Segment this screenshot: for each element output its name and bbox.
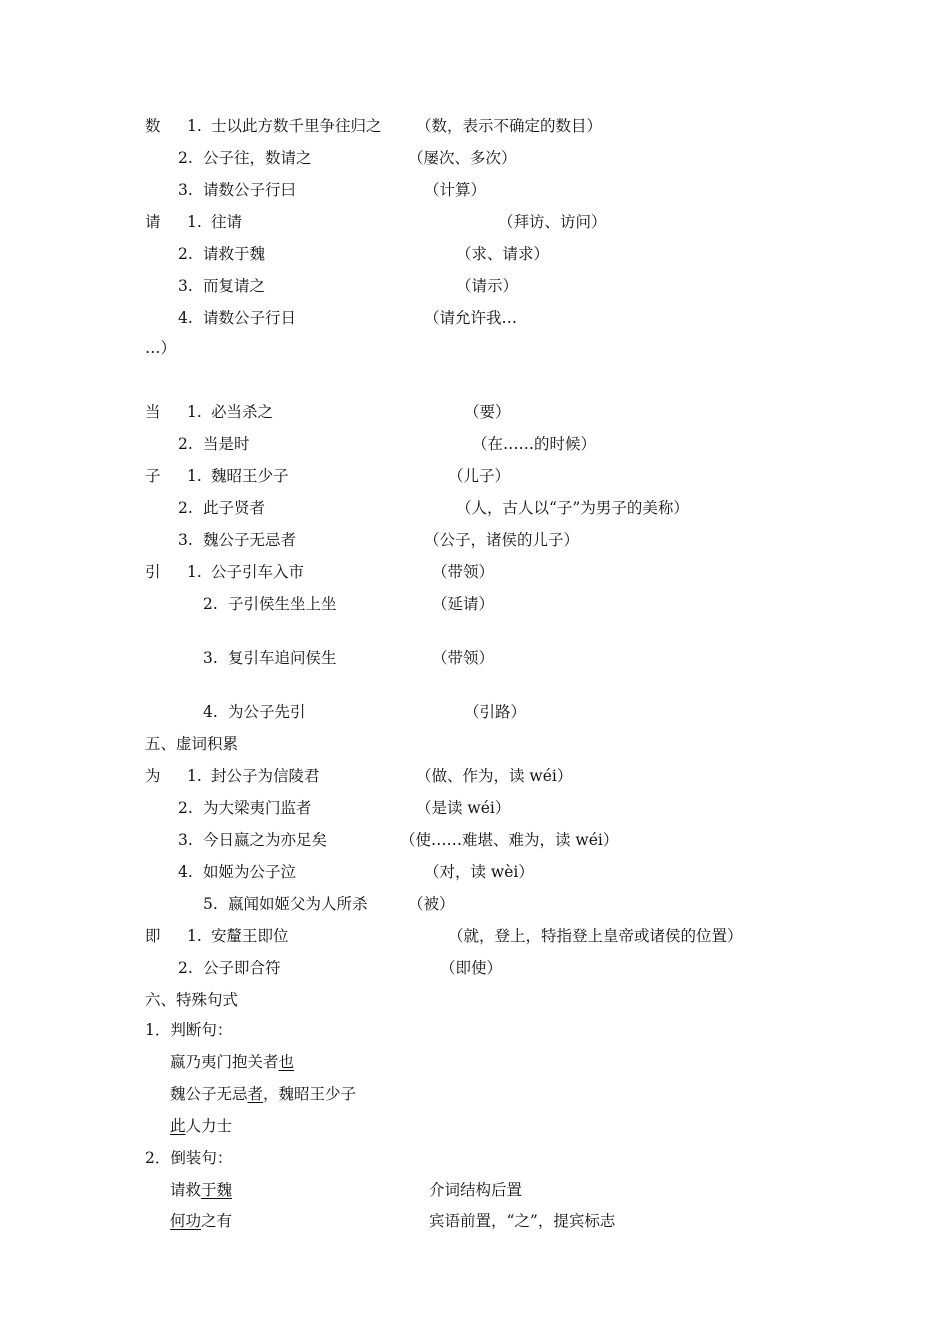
gloss: （求、请求） (456, 245, 550, 263)
entry-number: 2. (203, 595, 218, 613)
entry-head-shu: 数 (145, 117, 161, 135)
gloss: （屡次、多次） (408, 149, 517, 167)
pattern-text: 请救 (170, 1181, 202, 1199)
gloss: （儿子） (448, 467, 511, 485)
gloss: （在……的时候） (472, 435, 597, 453)
example-sentence: 为公子先引 (228, 703, 306, 721)
pattern-example (170, 1116, 232, 1136)
example-sentence: 今日嬴之为亦足矣 (203, 831, 328, 849)
entry-number: 5. (203, 895, 218, 913)
example-sentence: 复引车追问侯生 (228, 649, 337, 667)
pattern-example (170, 1180, 232, 1200)
example-sentence: 公子引车入市 (211, 563, 305, 581)
pattern-note: 宾语前置，“之”，提宾标志 (429, 1212, 616, 1230)
pattern-text: 之有 (201, 1212, 233, 1230)
gloss: （请允许我… (424, 309, 518, 327)
example-sentence: 往请 (211, 213, 243, 231)
entry-head-yin: 引 (145, 563, 161, 581)
gloss: （就，登上，特指登上皇帝或诸侯的位置） (448, 927, 743, 945)
pattern-note: 介词结构后置 (429, 1181, 523, 1199)
example-sentence: 子引侯生坐上坐 (228, 595, 337, 613)
gloss: （延请） (432, 595, 495, 613)
entry-number: 2. (178, 149, 193, 167)
entry-number: 2. (178, 499, 193, 517)
gloss: （公子，诸侯的儿子） (424, 531, 580, 549)
entry-number: 1. (187, 213, 202, 231)
example-sentence: 必当杀之 (211, 403, 274, 421)
pattern-example (170, 1052, 294, 1072)
gloss: （使……难堪、难为，读 wéi） (400, 831, 619, 849)
entry-number: 2. (178, 245, 193, 263)
entry-number: 1. (187, 927, 202, 945)
entry-head-dang: 当 (145, 403, 161, 421)
example-sentence: 请数公子行日 (203, 309, 297, 327)
example-sentence: 封公子为信陵君 (211, 767, 320, 785)
entry-number: 1. (187, 403, 202, 421)
entry-number: 1. (187, 117, 202, 135)
entry-number: 1. (187, 767, 202, 785)
entry-number: 2. (178, 799, 193, 817)
example-sentence: 魏公子无忌者 (203, 531, 297, 549)
pattern-marker: 者 (247, 1085, 264, 1103)
pattern-marker: 于魏 (201, 1181, 233, 1199)
gloss: （人，古人以“子”为男子的美称） (456, 499, 689, 517)
entry-head-wei: 为 (145, 767, 161, 785)
gloss: （要） (464, 403, 511, 421)
gloss: （是读 wéi） (416, 799, 511, 817)
pattern-text: ，魏昭王少子 (263, 1085, 357, 1103)
entry-number: 3. (203, 649, 218, 667)
example-sentence: 魏昭王少子 (211, 467, 289, 485)
pattern-text: 嬴乃夷门抱关者 (170, 1053, 279, 1071)
pattern-text: 魏公子无忌 (170, 1085, 248, 1103)
pattern-marker: 何功 (170, 1212, 202, 1230)
pattern-text: 人力士 (185, 1117, 233, 1135)
example-sentence: 安釐王即位 (211, 927, 289, 945)
gloss: （带领） (432, 649, 495, 667)
entry-number: 2. (178, 435, 193, 453)
gloss: （做、作为，读 wéi） (416, 767, 573, 785)
example-sentence: 当是时 (203, 435, 250, 453)
example-sentence: 请数公子行曰 (203, 181, 297, 199)
example-sentence: 公子即合符 (203, 959, 281, 977)
gloss: （对，读 wèi） (424, 863, 534, 881)
entry-head-zi: 子 (145, 467, 161, 485)
pattern-marker: 此 (170, 1117, 186, 1135)
entry-number: 4. (203, 703, 218, 721)
example-sentence: 而复请之 (203, 277, 266, 295)
pattern-example (170, 1211, 232, 1231)
entry-head-ji: 即 (145, 927, 161, 945)
gloss: （计算） (424, 181, 487, 199)
gloss: （引路） (464, 703, 527, 721)
pattern-marker: 也 (278, 1053, 295, 1071)
section-heading: 五、虚词积累 (145, 735, 239, 753)
gloss-continuation: …） (145, 339, 177, 357)
entry-number: 1. (187, 563, 202, 581)
subsection-heading: 1．判断句： (145, 1021, 233, 1039)
gloss: （即使） (440, 959, 503, 977)
gloss: （数，表示不确定的数目） (416, 117, 603, 135)
example-sentence: 公子往，数请之 (203, 149, 312, 167)
example-sentence: 为大梁夷门监者 (203, 799, 312, 817)
entry-head-qing: 请 (145, 213, 161, 231)
pattern-example (170, 1084, 356, 1104)
example-sentence: 嬴闻如姬父为人所杀 (228, 895, 368, 913)
entry-number: 4. (178, 863, 193, 881)
entry-number: 3. (178, 277, 193, 295)
entry-number: 3. (178, 181, 193, 199)
example-sentence: 此子贤者 (203, 499, 266, 517)
entry-number: 1. (187, 467, 202, 485)
section-heading: 六、特殊句式 (145, 991, 239, 1009)
subsection-heading: 2．倒装句： (145, 1149, 233, 1167)
entry-number: 3. (178, 831, 193, 849)
example-sentence: 士以此方数千里争往归之 (211, 117, 382, 135)
example-sentence: 请救于魏 (203, 245, 266, 263)
gloss: （请示） (456, 277, 519, 295)
example-sentence: 如姬为公子泣 (203, 863, 297, 881)
gloss: （拜访、访问） (498, 213, 607, 231)
entry-number: 2. (178, 959, 193, 977)
gloss: （被） (408, 895, 455, 913)
entry-number: 3. (178, 531, 193, 549)
gloss: （带领） (432, 563, 495, 581)
entry-number: 4. (178, 309, 193, 327)
